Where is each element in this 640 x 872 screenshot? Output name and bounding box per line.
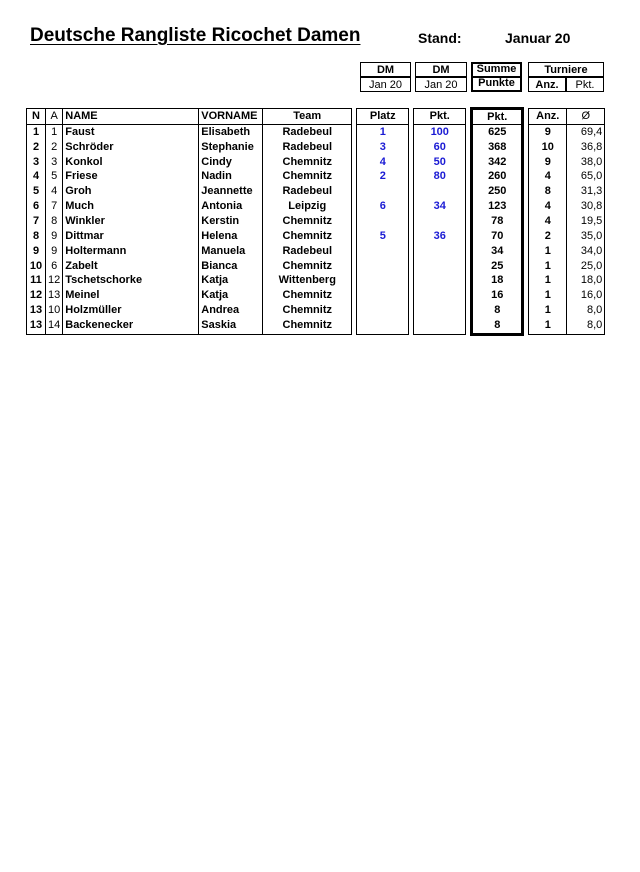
cell-n: 13: [27, 318, 46, 334]
cell-n: 2: [27, 140, 46, 155]
cell-vorname: Cindy: [199, 155, 263, 170]
cell-a: 8: [46, 214, 63, 229]
cell-anz: 9: [529, 125, 567, 140]
cell-sum: 78: [472, 214, 523, 229]
table-row: [27, 140, 605, 155]
cell-avg: 36,8: [567, 140, 605, 155]
col-n: N: [27, 109, 46, 125]
table-row: [27, 259, 605, 274]
turniere-anz-header: Anz.: [528, 77, 566, 92]
cell-name: Zabelt: [63, 259, 199, 274]
cell-anz: 1: [529, 259, 567, 274]
cell-platz: [357, 303, 409, 318]
cell-avg: 18,0: [567, 273, 605, 288]
cell-n: 8: [27, 229, 46, 244]
cell-vorname: Helena: [199, 229, 263, 244]
cell-pkt: 80: [414, 170, 466, 185]
cell-a: 14: [46, 318, 63, 334]
cell-avg: 69,4: [567, 125, 605, 140]
cell-pkt: [414, 318, 466, 334]
cell-a: 9: [46, 229, 63, 244]
cell-team: Chemnitz: [263, 303, 352, 318]
cell-vorname: Saskia: [199, 318, 263, 334]
cell-avg: 19,5: [567, 214, 605, 229]
col-pkt: Pkt.: [414, 109, 466, 125]
cell-name: Backenecker: [63, 318, 199, 334]
cell-vorname: Katja: [199, 288, 263, 303]
cell-vorname: Bianca: [199, 259, 263, 274]
cell-a: 12: [46, 273, 63, 288]
cell-team: Chemnitz: [263, 288, 352, 303]
cell-pkt: [414, 214, 466, 229]
cell-pkt: [414, 303, 466, 318]
cell-team: Chemnitz: [263, 318, 352, 334]
cell-team: Leipzig: [263, 199, 352, 214]
cell-n: 9: [27, 244, 46, 259]
col-anz: Anz.: [529, 109, 567, 125]
cell-sum: 260: [472, 170, 523, 185]
cell-name: Dittmar: [63, 229, 199, 244]
col-name: NAME: [63, 109, 199, 125]
cell-team: Wittenberg: [263, 273, 352, 288]
cell-sum: 18: [472, 273, 523, 288]
cell-vorname: Katja: [199, 273, 263, 288]
cell-anz: 1: [529, 273, 567, 288]
cell-platz: [357, 273, 409, 288]
cell-avg: 65,0: [567, 170, 605, 185]
cell-team: Chemnitz: [263, 155, 352, 170]
cell-sum: 8: [472, 303, 523, 318]
cell-vorname: Antonia: [199, 199, 263, 214]
cell-platz: [357, 244, 409, 259]
cell-team: Radebeul: [263, 184, 352, 199]
table-row: [27, 214, 605, 229]
cell-avg: 38,0: [567, 155, 605, 170]
cell-a: 7: [46, 199, 63, 214]
cell-sum: 368: [472, 140, 523, 155]
col-team: Team: [263, 109, 352, 125]
cell-a: 4: [46, 184, 63, 199]
cell-anz: 4: [529, 214, 567, 229]
cell-name: Much: [63, 199, 199, 214]
cell-team: Radebeul: [263, 244, 352, 259]
table-header-row: [27, 109, 605, 125]
cell-avg: 8,0: [567, 303, 605, 318]
cell-name: Meinel: [63, 288, 199, 303]
cell-anz: 4: [529, 199, 567, 214]
cell-n: 12: [27, 288, 46, 303]
cell-anz: 1: [529, 303, 567, 318]
cell-avg: 8,0: [567, 318, 605, 334]
cell-name: Groh: [63, 184, 199, 199]
table-row: [27, 125, 605, 140]
cell-n: 11: [27, 273, 46, 288]
cell-avg: 16,0: [567, 288, 605, 303]
cell-a: 10: [46, 303, 63, 318]
dm1-header: DM: [360, 62, 411, 77]
cell-avg: 30,8: [567, 199, 605, 214]
cell-pkt: 50: [414, 155, 466, 170]
cell-anz: 8: [529, 184, 567, 199]
dm2-date: Jan 20: [415, 77, 467, 92]
cell-name: Tschetschorke: [63, 273, 199, 288]
table-row: [27, 244, 605, 259]
cell-anz: 2: [529, 229, 567, 244]
cell-platz: [357, 214, 409, 229]
cell-avg: 35,0: [567, 229, 605, 244]
cell-team: Chemnitz: [263, 259, 352, 274]
table-row: [27, 288, 605, 303]
cell-platz: 1: [357, 125, 409, 140]
table-row: [27, 303, 605, 318]
cell-n: 3: [27, 155, 46, 170]
table-row: [27, 155, 605, 170]
cell-sum: 342: [472, 155, 523, 170]
cell-sum: 8: [472, 318, 523, 334]
cell-a: 2: [46, 140, 63, 155]
table-row: [27, 170, 605, 185]
cell-n: 7: [27, 214, 46, 229]
cell-name: Holzmüller: [63, 303, 199, 318]
cell-sum: 625: [472, 125, 523, 140]
cell-anz: 9: [529, 155, 567, 170]
cell-anz: 1: [529, 318, 567, 334]
cell-n: 4: [27, 170, 46, 185]
cell-anz: 1: [529, 244, 567, 259]
summe-subheader: Punkte: [471, 77, 522, 92]
cell-pkt: [414, 184, 466, 199]
cell-a: 5: [46, 170, 63, 185]
cell-vorname: Jeannette: [199, 184, 263, 199]
table-row: [27, 199, 605, 214]
cell-a: 9: [46, 244, 63, 259]
cell-anz: 10: [529, 140, 567, 155]
cell-platz: 5: [357, 229, 409, 244]
cell-avg: 34,0: [567, 244, 605, 259]
page-title: Deutsche Rangliste Ricochet Damen: [30, 25, 361, 46]
cell-sum: 25: [472, 259, 523, 274]
cell-platz: [357, 184, 409, 199]
col-avg: Ø: [567, 109, 605, 125]
cell-vorname: Manuela: [199, 244, 263, 259]
table-body: [27, 125, 605, 335]
cell-vorname: Nadin: [199, 170, 263, 185]
cell-pkt: [414, 288, 466, 303]
cell-team: Radebeul: [263, 125, 352, 140]
cell-n: 5: [27, 184, 46, 199]
cell-name: Holtermann: [63, 244, 199, 259]
cell-n: 1: [27, 125, 46, 140]
cell-a: 3: [46, 155, 63, 170]
cell-name: Friese: [63, 170, 199, 185]
col-sum-pkt: Pkt.: [472, 109, 523, 125]
cell-name: Faust: [63, 125, 199, 140]
cell-sum: 250: [472, 184, 523, 199]
cell-a: 6: [46, 259, 63, 274]
cell-pkt: 100: [414, 125, 466, 140]
cell-team: Chemnitz: [263, 214, 352, 229]
table-row: [27, 229, 605, 244]
cell-sum: 123: [472, 199, 523, 214]
turniere-header: Turniere: [528, 62, 604, 77]
cell-pkt: 60: [414, 140, 466, 155]
cell-anz: 4: [529, 170, 567, 185]
col-platz: Platz: [357, 109, 409, 125]
cell-name: Winkler: [63, 214, 199, 229]
cell-vorname: Elisabeth: [199, 125, 263, 140]
cell-team: Chemnitz: [263, 229, 352, 244]
cell-a: 1: [46, 125, 63, 140]
table-row: [27, 184, 605, 199]
cell-n: 13: [27, 303, 46, 318]
cell-team: Radebeul: [263, 140, 352, 155]
cell-platz: [357, 288, 409, 303]
table-row: [27, 318, 605, 334]
cell-platz: 2: [357, 170, 409, 185]
turniere-pkt-header: Pkt.: [566, 77, 604, 92]
cell-platz: 4: [357, 155, 409, 170]
cell-pkt: 34: [414, 199, 466, 214]
stand-label: Stand:: [418, 30, 462, 46]
cell-sum: 70: [472, 229, 523, 244]
stand-value: Januar 20: [505, 30, 571, 46]
cell-sum: 16: [472, 288, 523, 303]
cell-name: Schröder: [63, 140, 199, 155]
cell-anz: 1: [529, 288, 567, 303]
cell-avg: 31,3: [567, 184, 605, 199]
cell-platz: [357, 318, 409, 334]
cell-platz: 3: [357, 140, 409, 155]
cell-sum: 34: [472, 244, 523, 259]
col-a: A: [46, 109, 63, 125]
cell-vorname: Stephanie: [199, 140, 263, 155]
dm2-header: DM: [415, 62, 467, 77]
cell-pkt: 36: [414, 229, 466, 244]
ranking-table: [26, 107, 605, 336]
dm1-date: Jan 20: [360, 77, 411, 92]
col-vorname: VORNAME: [199, 109, 263, 125]
cell-avg: 25,0: [567, 259, 605, 274]
cell-team: Chemnitz: [263, 170, 352, 185]
cell-a: 13: [46, 288, 63, 303]
cell-vorname: Andrea: [199, 303, 263, 318]
cell-pkt: [414, 273, 466, 288]
cell-n: 6: [27, 199, 46, 214]
summe-header: Summe: [471, 62, 522, 77]
table-row: [27, 273, 605, 288]
cell-name: Konkol: [63, 155, 199, 170]
cell-pkt: [414, 259, 466, 274]
cell-vorname: Kerstin: [199, 214, 263, 229]
cell-n: 10: [27, 259, 46, 274]
cell-platz: 6: [357, 199, 409, 214]
cell-platz: [357, 259, 409, 274]
cell-pkt: [414, 244, 466, 259]
